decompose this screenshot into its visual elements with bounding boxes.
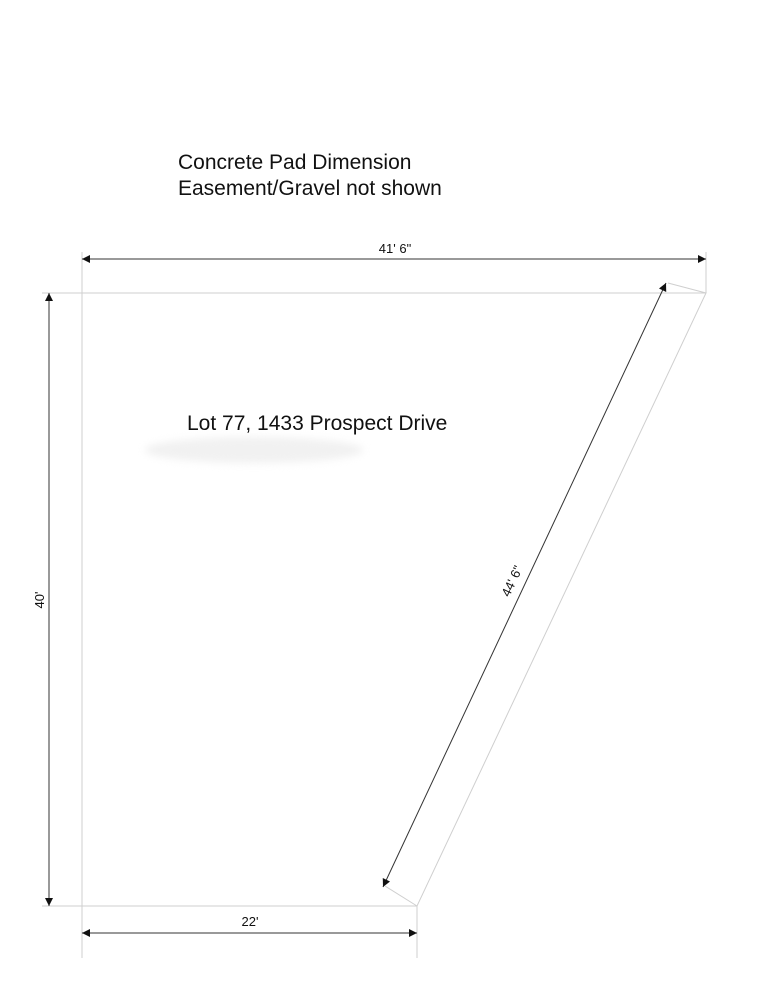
diagonal-dimension-label: 44' 6"	[498, 563, 526, 599]
diagram-title: Concrete Pad Dimension	[178, 151, 412, 174]
top-dimension-label: 41' 6"	[378, 241, 412, 256]
left-dimension-label: 40'	[32, 591, 47, 609]
lot-address-label: Lot 77, 1433 Prospect Drive	[187, 412, 448, 435]
diagram-subtitle: Easement/Gravel not shown	[178, 177, 442, 200]
bottom-dimension-label: 22'	[241, 914, 259, 929]
extension-lines	[42, 252, 706, 958]
diagonal-dimension-line	[383, 283, 666, 887]
pad-outline	[82, 293, 706, 906]
